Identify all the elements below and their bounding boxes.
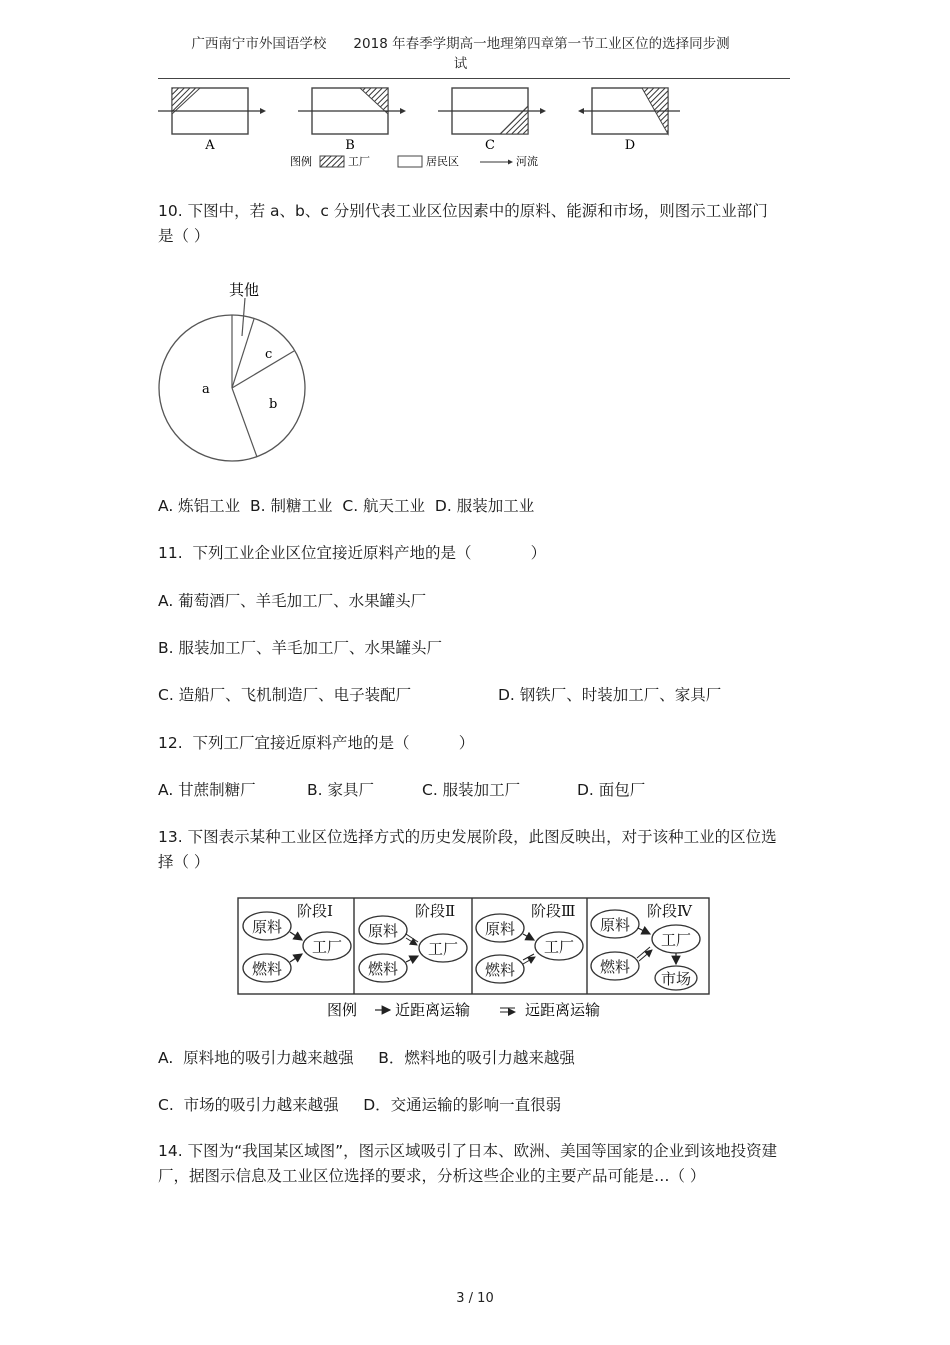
layout-legend (290, 154, 538, 168)
page-header (158, 34, 763, 74)
pie-label-c: c (265, 347, 273, 362)
question-11-option-d: D. 钢铁厂、时装加工厂、家具厂 (498, 686, 722, 704)
question-11-option-b: B. 服装加工厂、羊毛加工厂、水果罐头厂 (158, 639, 442, 657)
question-12-option-b: B. 家具厂 (307, 781, 374, 799)
layout-option-c (438, 88, 546, 134)
question-13-options-cd: C. 市场的吸引力越来越强 D．交通运输的影响一直很弱 (158, 1096, 562, 1114)
question-10-text: 10. 下图中，若 a、b、c 分别代表工业区位因素中的原料、能源和市场，则图示工业部门是（ ） (158, 202, 768, 245)
option-label-d: D (624, 138, 636, 153)
legend-factory-swatch (320, 156, 344, 167)
stage-1-fuel: 燃料 (251, 960, 283, 978)
question-12-option-d: D. 面包厂 (577, 781, 646, 799)
pie-label-a: a (202, 382, 210, 397)
question-13-options-ab: A. 原料地的吸引力越来越强 B．燃料地的吸引力越来越强 (158, 1049, 575, 1067)
stage-4-raw: 原料 (599, 916, 631, 934)
layout-option-a (158, 88, 266, 134)
q10-pie-diagram (150, 276, 320, 470)
question-14-text: 14. 下图为“我国某区域图”，图示区域吸引了日本、欧洲、美国等国家的企业到该地投资建厂，据图示信息及工业区位选择的要求，分析这些企业的主要产品可能是…（ ） (158, 1142, 778, 1185)
layout-option-b (298, 88, 406, 134)
question-12-option-c: C. 服装加工厂 (422, 781, 521, 799)
stage-legend-title: 图例 (327, 1001, 358, 1019)
stage-diagram-legend (327, 1001, 600, 1019)
page-number: 3 / 10 (456, 1291, 494, 1306)
legend-residential: 居民区 (426, 155, 459, 168)
factory-layout-figure (150, 82, 690, 176)
pie-label-other: 其他 (228, 281, 260, 299)
pie-label-b: b (269, 397, 278, 412)
stage-4-label: 阶段Ⅳ (647, 902, 692, 920)
stage-1-label: 阶段Ⅰ (297, 902, 333, 920)
legend-factory: 工厂 (348, 155, 370, 168)
question-12-option-a: A. 甘蔗制糖厂 (158, 781, 256, 799)
stage-1-raw: 原料 (251, 918, 283, 936)
stage-4-market: 市场 (660, 970, 692, 988)
stage-2-factory: 工厂 (427, 940, 459, 958)
stage-2-raw: 原料 (367, 922, 399, 940)
question-13-text: 13. 下图表示某种工业区位选择方式的历史发展阶段，此图反映出，对于该种工业的区位选择（ ） (158, 828, 777, 871)
stage-3-factory: 工厂 (543, 938, 575, 956)
stage-2-fuel: 燃料 (367, 960, 399, 978)
q13-stage-diagram (235, 894, 715, 1030)
legend-title: 图例 (290, 155, 312, 168)
stage-4-fuel: 燃料 (599, 958, 631, 976)
stage-3-fuel: 燃料 (484, 961, 516, 979)
stage-2-label: 阶段Ⅱ (415, 902, 456, 920)
option-label-b: B (345, 138, 355, 153)
question-12-text: 12. 下列工厂宜接近原料产地的是（ ） (158, 734, 475, 752)
header-line-1: 广西南宁市外国语学校 2018 年春季学期高一地理第四章第一节工业区位的选择同步测 (191, 36, 730, 52)
layout-option-d (578, 88, 680, 134)
legend-river: 河流 (516, 155, 538, 168)
stage-1-factory: 工厂 (311, 938, 343, 956)
question-10-options: A. 炼铝工业 B. 制糖工业 C. 航天工业 D. 服装加工业 (158, 497, 535, 515)
header-rule (158, 78, 790, 79)
header-line-2: 试 (453, 56, 468, 72)
question-11-option-a: A. 葡萄酒厂、羊毛加工厂、水果罐头厂 (158, 592, 427, 610)
option-label-a: A (205, 138, 215, 153)
option-label-c: C (485, 138, 495, 153)
question-11-text: 11. 下列工业企业区位宜接近原料产地的是（ ） (158, 544, 547, 562)
stage-3-label: 阶段Ⅲ (531, 902, 576, 920)
stage-4-factory: 工厂 (660, 931, 692, 949)
stage-legend-far: 远距离运输 (525, 1001, 601, 1019)
stage-3-raw: 原料 (484, 920, 516, 938)
legend-residential-swatch (398, 156, 422, 167)
question-11-option-c: C. 造船厂、飞机制造厂、电子装配厂 (158, 686, 412, 704)
stage-legend-near: 近距离运输 (395, 1001, 471, 1019)
